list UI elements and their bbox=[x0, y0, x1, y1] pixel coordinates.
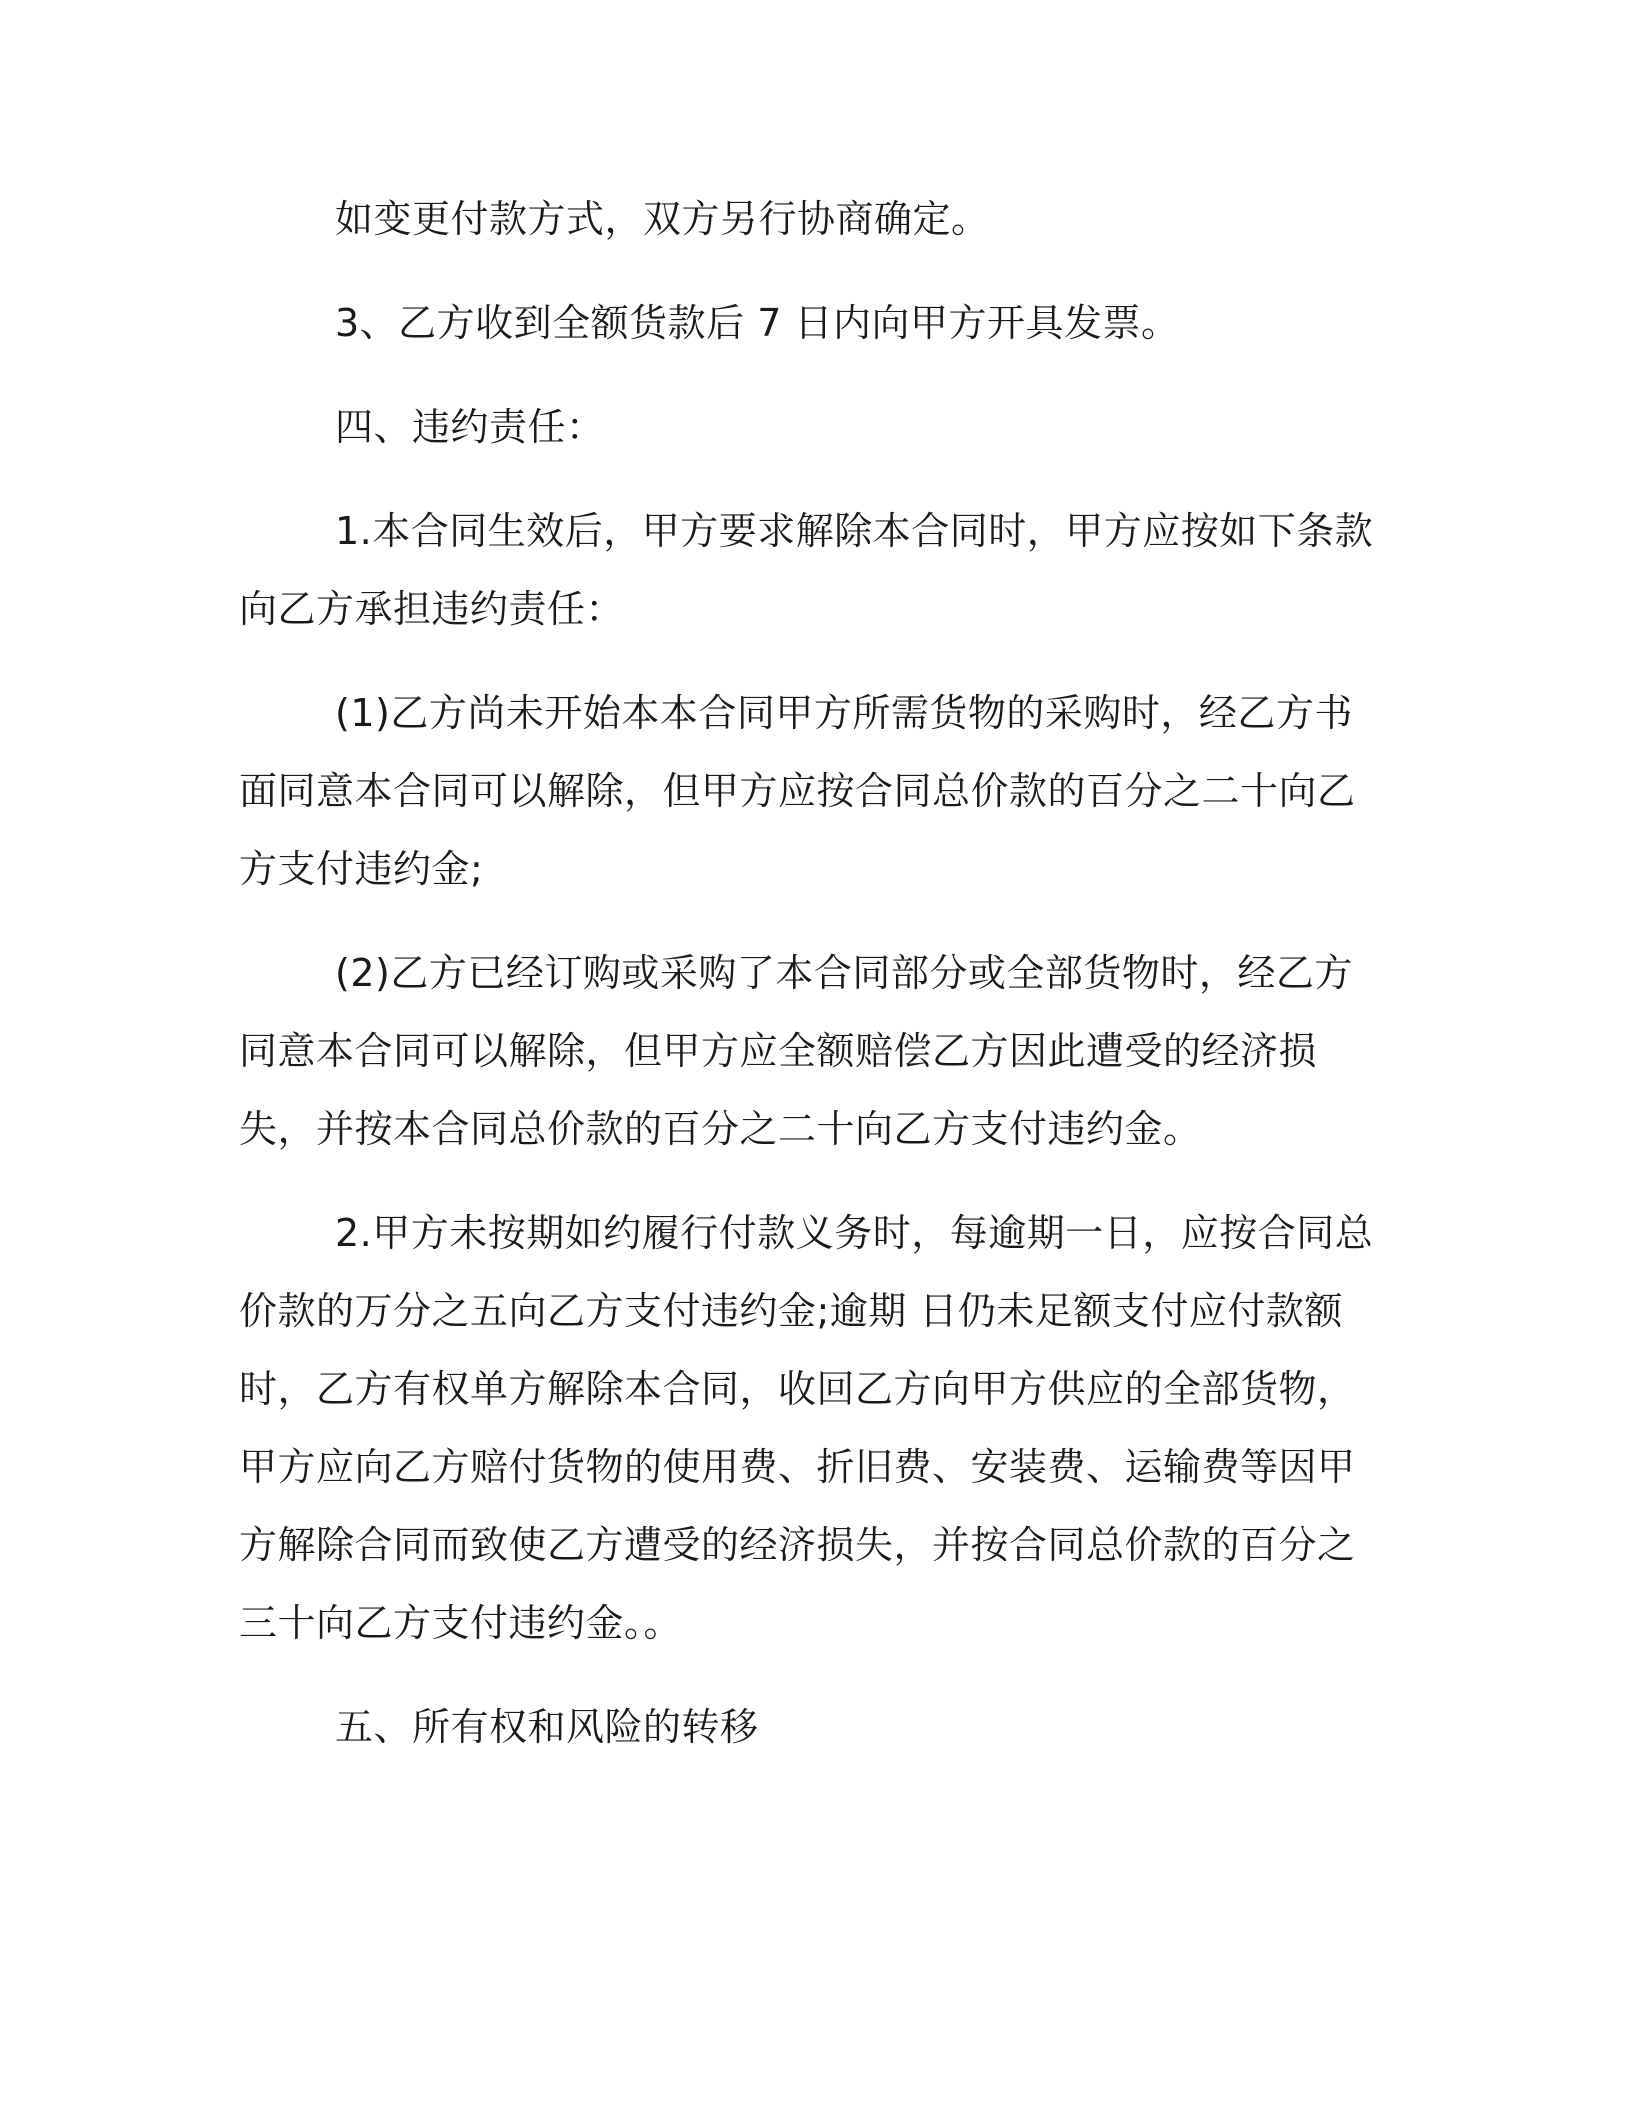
paragraph-clause-1: 1.本合同生效后，甲方要求解除本合同时，甲方应按如下条款向乙方承担违约责任： bbox=[239, 509, 1374, 631]
paragraph-invoice: 3、乙方收到全额货款后 7 日内向甲方开具发票。 bbox=[335, 301, 1180, 345]
paragraph-clause-1-1: (1)乙方尚未开始本本合同甲方所需货物的采购时，经乙方书面同意本合同可以解除，但甲方应按合同总价款的百分之二十向乙方支付违约金; bbox=[239, 691, 1356, 891]
heading-breach-liability: 四、违约责任： bbox=[335, 405, 605, 449]
paragraph-clause-2: 2.甲方未按期如约履行付款义务时，每逾期一日，应按合同总价款的万分之五向乙方支付违约金;逾期 日仍未足额支付应付款额时，乙方有权单方解除本合同，收回乙方向甲方供应的全部货物，甲方应向乙方赔付货物的使用费、折旧费、安装费、运输费等因甲方解除合同而致使乙方遭受的经济损失，并按合同总价款的百分之三十向乙方支付违约金。。 bbox=[239, 1211, 1374, 1645]
paragraph-clause-1-2: (2)乙方已经订购或采购了本合同部分或全部货物时，经乙方同意本合同可以解除，但甲方应全额赔偿乙方因此遭受的经济损失，并按本合同总价款的百分之二十向乙方支付违约金。 bbox=[239, 951, 1353, 1151]
paragraph-payment-change: 如变更付款方式，双方另行协商确定。 bbox=[335, 197, 990, 241]
document-body bbox=[239, 180, 1389, 1792]
heading-ownership-risk: 五、所有权和风险的转移 bbox=[335, 1705, 759, 1749]
